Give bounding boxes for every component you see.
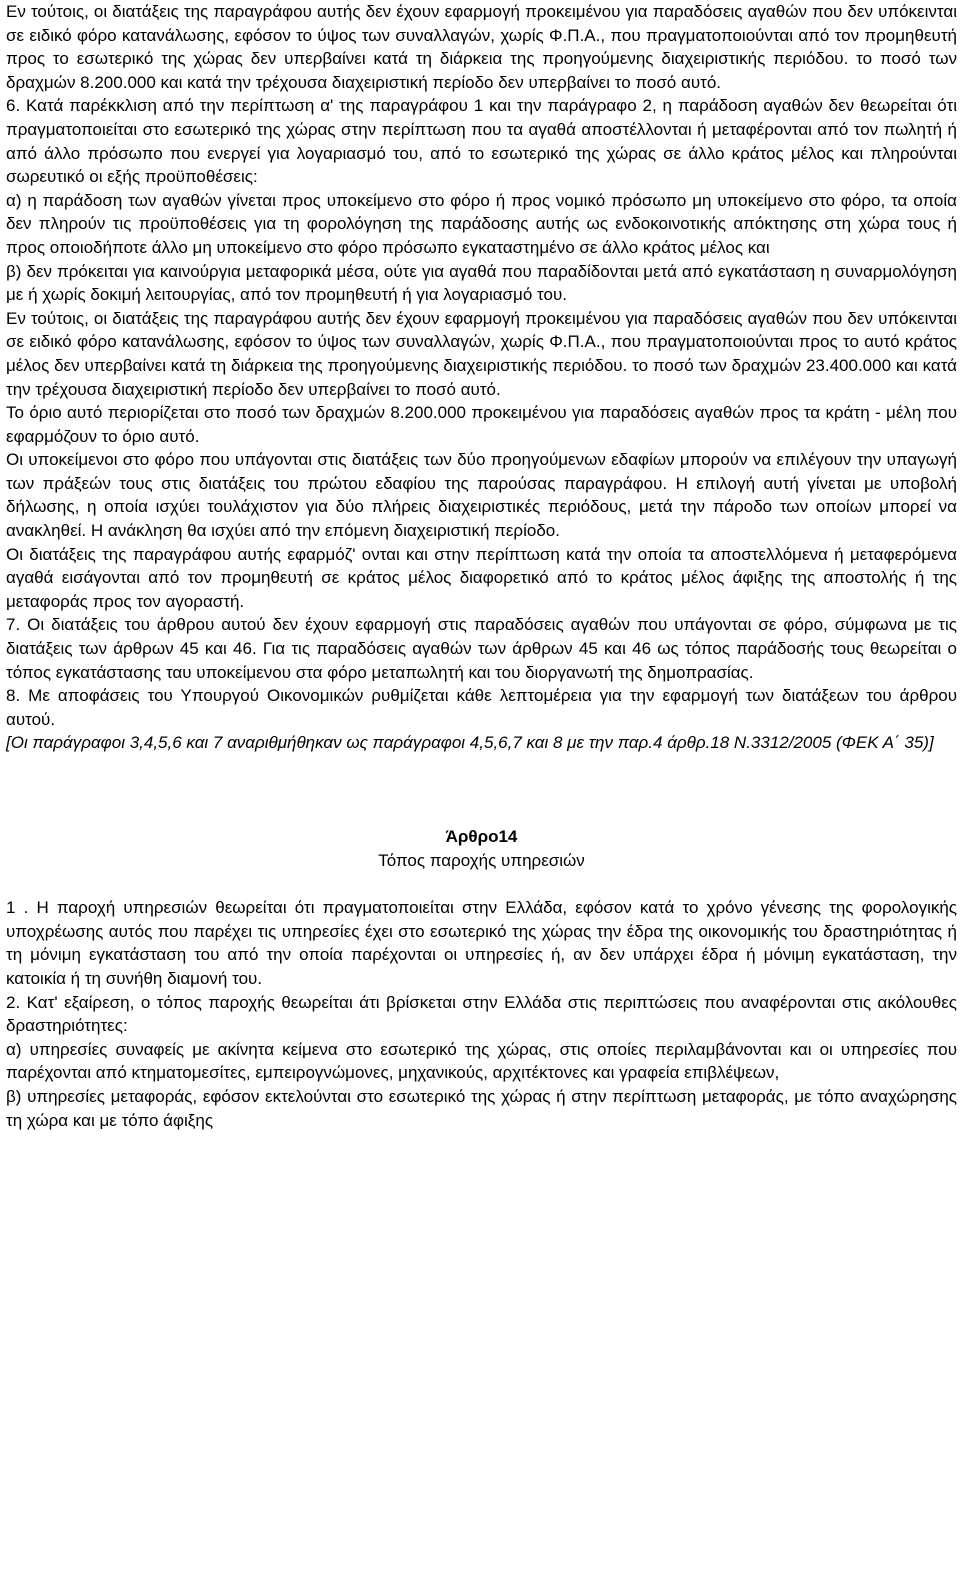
article-heading [6, 825, 957, 872]
article-subtitle: Τόπος παροχής υπηρεσιών [378, 850, 585, 870]
paragraph: 7. Οι διατάξεις του άρθρου αυτού δεν έχουν εφαρμογή στις παραδόσεις αγαθών που υπάγονται σε φόρο, σύμφωνα με τις διατάξεις των άρθρων 45 και 46. Για τις παραδόσεις αγαθών των άρθρων 45 και 46 ως τόπος παράδοσής τους θεωρείται ο τόπος εγκατάστασης ταυ υποκείμενου στα φόρο μεταπωλητή και του διοργανωτή της δημοπρασίας. [6, 615, 957, 682]
article-title: Άρθρο14 [445, 827, 518, 846]
paragraph: β) δεν πρόκειται για καινούργια μεταφορικά μέσα, ούτε για αγαθά που παραδίδονται μετά από εγκατάσταση η συναρμολόγηση με ή χωρίς δοκιμή λειτουργίας, από τον προμηθευτή ή για λογαριασμό του. [6, 261, 957, 305]
paragraph: β) υπηρεσίες μεταφοράς, εφόσον εκτελούνται στο εσωτερικό της χώρας ή στην περίπτωση μεταφοράς, με τόπο αναχώρησης τη χώρα και με τόπο άφιξης [6, 1086, 957, 1130]
paragraph: Εν τούτοις, οι διατάξεις της παραγράφου αυτής δεν έχουν εφαρμογή προκειμένου για παραδόσεις αγαθών που δεν υπόκεινται σε ειδικό φόρο κατανάλωσης, εφόσον το ύψος των συναλλαγών, χωρίς Φ.Π.Α., που πραγματοποιούνται από τον προμηθευτή προς το εσωτερικό της χώρας δεν υπερβαίνει κατά τη διάρκεια της προηγούμενης διαχειριστικής περιόδου. το ποσό των δραχμών 8.200.000 και κατά την τρέχουσα διαχειριστική περίοδο δεν υπερβαίνει το ποσό αυτό. [6, 2, 957, 92]
body-text-before [6, 0, 957, 755]
amendment-note: [Οι παράγραφοι 3,4,5,6 και 7 αναριθμήθηκαν ως παράγραφοι 4,5,6,7 και 8 με την παρ.4 άρθρ.18 Ν.3312/2005 (ΦΕΚ Α΄ 35)] [6, 733, 934, 753]
body-text-after [6, 896, 957, 1132]
document-page [6, 0, 957, 1132]
paragraph: Οι διατάξεις της παραγράφου αυτής εφαρμόζ' ονται και στην περίπτωση κατά την οποία τα αποστελλόμενα ή μεταφερόμενα αγαθά εισάγονται από τον προμηθευτή σε κράτος μέλος διαφορετικό από το κράτος μέλος άφιξης της αποστολής ή της μεταφοράς προς τον αγοραστή. [6, 544, 957, 611]
paragraph: α) υπηρεσίες συναφείς με ακίνητα κείμενα στο εσωτερικό της χώρας, στις οποίες περιλαμβάνονται και οι υπηρεσίες που παρέχονται από κτηματομεσίτες, εμπειρογνώμονες, μηχανικούς, αρχιτέκτονες και γραφεία επιβλέψεων, [6, 1039, 957, 1083]
paragraph: Εν τούτοις, οι διατάξεις της παραγράφου αυτής δεν έχουν εφαρμογή προκειμένου για παραδόσεις αγαθών που δεν υπόκεινται σε ειδικό φόρο κατανάλωσης, εφόσον το ύψος των συναλλαγών, χωρίς Φ.Π.Α., που πραγματοποιούνται προς το αυτό κράτος μέλος δεν υπερβαίνει κατά τη διάρκεια της προηγούμενης διαχειριστικής περιόδου. το ποσό των δραχμών 23.400.000 και κατά την τρέχουσα διαχειριστική περίοδο δεν υπερβαίνει το ποσό αυτό. [6, 308, 957, 399]
paragraph: 1 . Η παροχή υπηρεσιών θεωρείται ότι πραγματοποιείται στην Ελλάδα, εφόσον κατά το χρόνο γένεσης της φορολογικής υποχρέωσης αυτός που παρέχει τις υπηρεσίες έχει στο εσωτερικό της χώρας την έδρα της οικονομικής του δραστηριότητας ή τη μόνιμη εγκατάσταση του από την οποία παρέχονται οι υπηρεσίες ή, αν δεν υπάρχει έδρα ή μόνιμη εγκατάσταση, την κατοικία ή τη συνήθη διαμονή του. [6, 898, 957, 988]
paragraph: Οι υποκείμενοι στο φόρο που υπάγονται στις διατάξεις των δύο προηγούμενων εδαφίων μπορούν να επιλέγουν την υπαγωγή των πράξεών τους στις διατάξεις του πρώτου εδαφίου της παρούσας παραγράφου. Η επιλογή αυτή γίνεται με υποβολή δήλωσης, η οποία ισχύει τουλάχιστον για δύο πλήρεις διαχειριστικές περιόδους, μετά την πάροδο των οποίων μπορεί να ανακληθεί. Η ανάκληση θα ισχύει από την επόμενη διαχειριστική περίοδο. [6, 450, 957, 541]
paragraph: 8. Με αποφάσεις του Υπουργού Οικονομικών ρυθμίζεται κάθε λεπτομέρεια για την εφαρμογή των διατάξεων του άρθρου αυτού. [6, 686, 957, 729]
paragraph: Το όριο αυτό περιορίζεται στο ποσό των δραχμών 8.200.000 προκειμένου για παραδόσεις αγαθών προς τα κράτη - μέλη που εφαρμόζουν το όριο αυτό. [6, 403, 957, 446]
paragraph: α) η παράδοση των αγαθών γίνεται προς υποκείμενο στο φόρο ή προς νομικό πρόσωπο μη υποκείμενο στο φόρο, τα οποία δεν πληρούν τις προϋποθέσεις για τη φορολόγηση της παράδοσης αυτής ως ενδοκοινοτικής απόκτησης στη χώρα τους ή προς οποιοδήποτε άλλο μη υποκείμενο στο φόρο πρόσωπο εγκαταστημένο σε άλλο κράτος μέλος και [6, 190, 957, 257]
paragraph: 2. Κατ' εξαίρεση, ο τόπος παροχής θεωρείται άτι βρίσκεται στην Ελλάδα στις περιπτώσεις που αναφέρονται στις ακόλουθες δραστηριότητες: [6, 992, 957, 1036]
paragraph: 6. Κατά παρέκκλιση από την περίπτωση α' της παραγράφου 1 και την παράγραφο 2, η παράδοση αγαθών δεν θεωρείται ότι πραγματοποιείται στο εσωτερικό της χώρας στην περίπτωση που τα αγαθά αποστέλλονται ή μεταφέρονται από τον πωλητή ή από άλλο πρόσωπο που ενεργεί για λογαριασμό του, από το εσωτερικό της χώρας σε άλλο κράτος μέλος και πληρούνται σωρευτικό οι εξής προϋποθέσεις: [6, 96, 957, 187]
